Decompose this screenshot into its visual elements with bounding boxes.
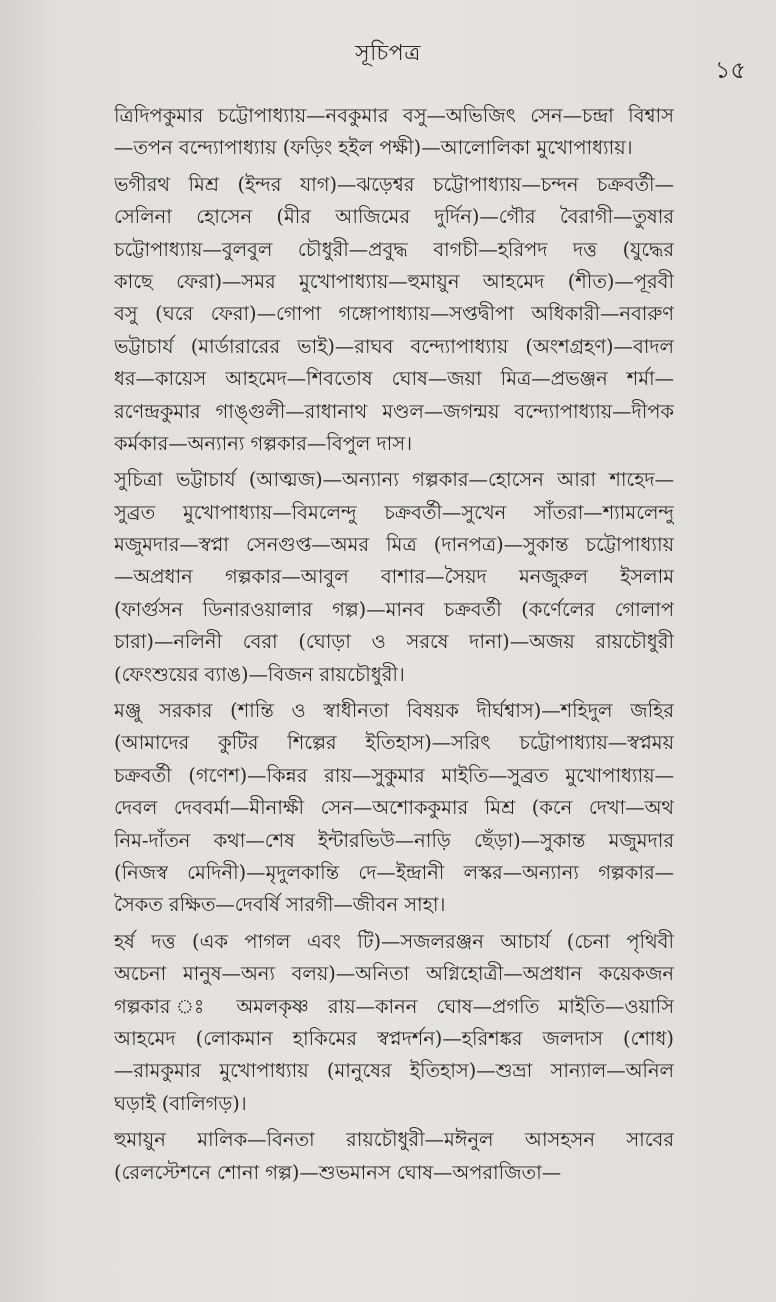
text-line: বসু (ঘরে ফেরা)—গোপা গঙ্গোপাধ্যায়—সপ্তদ্বীপা অধিকারী—নবারুণ (114, 302, 674, 326)
text-line: চট্টোপাধ্যায়—বুলবুল চৌধুরী—প্রবুদ্ধ বাগচী—হরিপদ দত্ত (যুদ্ধের (114, 237, 674, 261)
text-line: (ফার্গুসন ডিনারওয়ালার গল্প)—মানব চক্রবর্তী (কর্ণেলের গোলাপ (114, 597, 674, 621)
contents-paragraph (114, 695, 674, 922)
text-line: হুমায়ুন মালিক—বিনতা রায়চৌধুরী—মঈনুল আসহসন সাবের (114, 1128, 674, 1152)
text-line: আহমেদ (লোকমান হাকিমের স্বপ্নদর্শন)—হরিশঙ্কর জলদাস (শোধ) (114, 1026, 674, 1050)
page-header-title: সূচিপত্র (355, 41, 421, 66)
contents-paragraph (114, 169, 674, 461)
text-line: —রামকুমার মুখোপাধ্যায় (মানুষের ইতিহাস)—শুভ্রা সান্যাল—অনিল (114, 1059, 674, 1083)
text-line: রণেন্দ্রকুমার গাঙ্গুলী—রাধানাথ মণ্ডল—জগন্ময় বন্দ্যোপাধ্যায়—দীপক (114, 399, 674, 423)
text-line: (আমাদের কুটির শিল্পের ইতিহাস)—সরিৎ চট্টোপাধ্যায়—স্বপ্নময় (114, 731, 674, 755)
table-of-contents-text (114, 100, 674, 1193)
text-line: কর্মকার—অন্যান্য গল্পকার—বিপুল দাস। (114, 431, 413, 455)
text-line: চারা)—নলিনী বেরা (ঘোড়া ও সরষে দানা)—অজয় রায়চৌধুরী (114, 630, 674, 654)
text-line: সেলিনা হোসেন (মীর আজিমের দুর্দিন)—গৌর বৈরাগী—তুষার (114, 205, 674, 229)
text-line: মজুমদার—স্বপ্না সেনগুপ্ত—অমর মিত্র (দানপত্র)—সুকান্ত চট্টোপাধ্যায় (114, 533, 674, 557)
text-line: গল্পকার ঃ অমলকৃষ্ণ রায়—কানন ঘোষ—প্রগতি মাইতি—ওয়াসি (114, 994, 674, 1018)
contents-paragraph (114, 926, 674, 1120)
text-line: অচেনা মানুষ—অন্য বলয়)—অনিতা অগ্নিহোত্রী—অপ্রধান কয়েকজন (114, 962, 674, 986)
text-line: —অপ্রধান গল্পকার—আবুল বাশার—সৈয়দ মনজুরুল ইসলাম (114, 565, 674, 589)
text-line: সৈকত রক্ষিত—দেবর্ষি সারগী—জীবন সাহা। (114, 893, 446, 917)
text-line: সুচিত্রা ভট্টাচার্য (আত্মজ)—অন্যান্য গল্পকার—হোসেন আরা শাহেদ— (114, 468, 674, 492)
text-line: ত্রিদিপকুমার চট্টোপাধ্যায়—নবকুমার বসু—অভিজিৎ সেন—চন্দ্রা বিশ্বাস (114, 104, 674, 127)
text-line: (ফেংশুয়ের ব্যাঙ)—বিজন রায়চৌধুরী। (114, 662, 405, 686)
contents-paragraph (114, 100, 674, 165)
contents-paragraph (114, 1124, 674, 1189)
contents-paragraph (114, 464, 674, 691)
text-line: ঘড়াই (বালিগড়)। (114, 1091, 247, 1115)
text-line: চক্রবর্তী (গণেশ)—কিন্নর রায়—সুকুমার মাইতি—সুব্রত মুখোপাধ্যায়— (114, 763, 674, 787)
text-line: কাছে ফেরা)—সমর মুখোপাধ্যায়—হুমায়ুন আহমেদ (শীত)—পূরবী (114, 269, 674, 293)
text-line: (নিজস্ব মেদিনী)—মৃদুলকান্তি দে—ইন্দ্রানী লস্কর—অন্যান্য গল্পকার— (114, 860, 674, 884)
text-line: হর্ষ দত্ত (এক পাগল এবং টি)—সজলরঞ্জন আচার্য (চেনা পৃথিবী (114, 929, 674, 953)
text-line: ধর—কায়েস আহমেদ—শিবতোষ ঘোষ—জয়া মিত্র—প্রভঞ্জন শর্মা— (114, 367, 674, 391)
text-line: নিম-দাঁতন কথা—শেষ ইন্টারভিউ—নাড়ি ছেঁড়া)—সুকান্ত মজুমদার (114, 828, 674, 852)
text-line: সুব্রত মুখোপাধ্যায়—বিমলেন্দু চক্রবর্তী—সুখেন সাঁতরা—শ্যামলেন্দু (114, 500, 674, 524)
text-line: দেবল দেববর্মা—মীনাক্ষী সেন—অশোককুমার মিশ্র (কনে দেখা—অথ (114, 796, 674, 820)
text-line: ভগীরথ মিশ্র (ইন্দর যাগ)—ঝড়েশ্বর চট্টোপাধ্যায়—চন্দন চক্রবর্তী— (114, 172, 674, 196)
text-line: মঞ্জু সরকার (শান্তি ও স্বাধীনতা বিষয়ক দীর্ঘশ্বাস)—শহিদুল জহির (114, 699, 674, 723)
text-line: (রেলস্টেশনে শোনা গল্প)—শুভমানস ঘোষ—অপরাজিতা— (114, 1160, 562, 1184)
text-line: —তপন বন্দ্যোপাধ্যায় (ফড়িং হইল পক্ষী)—আলোলিকা মুখোপাধ্যায়। (114, 136, 633, 160)
page-number: ১৫ (714, 56, 746, 84)
text-line: ভট্টাচার্য (মার্ডারারের ভাই)—রাঘব বন্দ্যোপাধ্যায় (অংশগ্রহণ)—বাদল (114, 334, 674, 358)
